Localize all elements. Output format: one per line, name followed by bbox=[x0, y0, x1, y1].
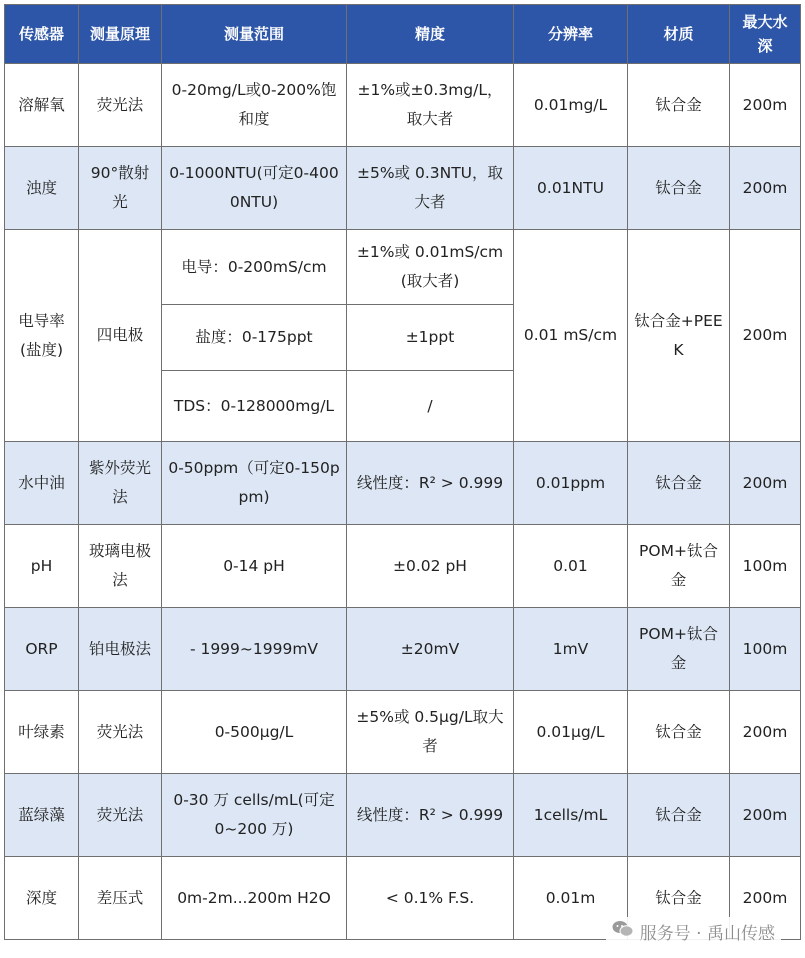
cell-accuracy: ±5%或 0.3NTU，取大者 bbox=[347, 147, 514, 230]
cell-max-depth: 200m bbox=[730, 442, 801, 525]
cell-sensor: 浊度 bbox=[5, 147, 79, 230]
cell-range: 0-14 pH bbox=[162, 525, 347, 608]
cell-material: 钛合金+PEEK bbox=[628, 230, 730, 442]
cell-sensor: pH bbox=[5, 525, 79, 608]
cell-max-depth: 200m bbox=[730, 64, 801, 147]
cell-range: 0-20mg/L或0-200%饱和度 bbox=[162, 64, 347, 147]
cell-max-depth: 200m bbox=[730, 857, 801, 940]
cell-range: - 1999~1999mV bbox=[162, 608, 347, 691]
cell-sensor: 水中油 bbox=[5, 442, 79, 525]
cell-accuracy: ±1ppt bbox=[347, 305, 514, 371]
cell-max-depth: 100m bbox=[730, 608, 801, 691]
cell-principle: 90°散射光 bbox=[79, 147, 162, 230]
cell-material: 钛合金 bbox=[628, 64, 730, 147]
watermark bbox=[606, 917, 781, 946]
header-max-depth: 最大水深 bbox=[730, 5, 801, 64]
cell-accuracy: ±1%或±0.3mg/L，取大者 bbox=[347, 64, 514, 147]
header-accuracy: 精度 bbox=[347, 5, 514, 64]
table-row bbox=[5, 147, 801, 230]
watermark-text: 服务号 · 禹山传感 bbox=[639, 924, 775, 944]
cell-resolution: 1mV bbox=[514, 608, 628, 691]
cell-material: 钛合金 bbox=[628, 857, 730, 940]
table-row bbox=[5, 64, 801, 147]
cell-resolution: 1cells/mL bbox=[514, 774, 628, 857]
header-principle: 测量原理 bbox=[79, 5, 162, 64]
cell-resolution: 0.01ppm bbox=[514, 442, 628, 525]
cell-range: 0-30 万 cells/mL(可定 0~200 万) bbox=[162, 774, 347, 857]
table-row bbox=[5, 774, 801, 857]
cell-sensor: ORP bbox=[5, 608, 79, 691]
header-resolution: 分辨率 bbox=[514, 5, 628, 64]
table-row bbox=[5, 608, 801, 691]
cell-material: 钛合金 bbox=[628, 774, 730, 857]
table-row bbox=[5, 525, 801, 608]
cell-accuracy: < 0.1% F.S. bbox=[347, 857, 514, 940]
cell-resolution: 0.01mg/L bbox=[514, 64, 628, 147]
header-range: 测量范围 bbox=[162, 5, 347, 64]
cell-accuracy: ±0.02 pH bbox=[347, 525, 514, 608]
cell-max-depth: 200m bbox=[730, 691, 801, 774]
cell-max-depth: 200m bbox=[730, 147, 801, 230]
cell-sensor: 溶解氧 bbox=[5, 64, 79, 147]
cell-sensor: 叶绿素 bbox=[5, 691, 79, 774]
chat-bubble-icon bbox=[612, 920, 634, 938]
cell-accuracy: 线性度：R² > 0.999 bbox=[347, 442, 514, 525]
header-sensor: 传感器 bbox=[5, 5, 79, 64]
cell-range: 0m-2m...200m H2O bbox=[162, 857, 347, 940]
cell-sensor: 蓝绿藻 bbox=[5, 774, 79, 857]
cell-range: 电导：0-200mS/cm bbox=[162, 230, 347, 305]
table-header-row bbox=[5, 5, 801, 64]
cell-principle: 四电极 bbox=[79, 230, 162, 442]
sensor-spec-table bbox=[4, 4, 801, 940]
cell-resolution: 0.01m bbox=[514, 857, 628, 940]
cell-resolution: 0.01 bbox=[514, 525, 628, 608]
cell-principle: 荧光法 bbox=[79, 64, 162, 147]
cell-accuracy: 线性度：R² > 0.999 bbox=[347, 774, 514, 857]
cell-range: 0-500μg/L bbox=[162, 691, 347, 774]
cell-principle: 玻璃电极法 bbox=[79, 525, 162, 608]
cell-accuracy: ±5%或 0.5μg/L取大者 bbox=[347, 691, 514, 774]
cell-range: TDS：0-128000mg/L bbox=[162, 371, 347, 442]
cell-sensor: 电导率(盐度) bbox=[5, 230, 79, 442]
cell-resolution: 0.01 mS/cm bbox=[514, 230, 628, 442]
cell-sensor: 深度 bbox=[5, 857, 79, 940]
cell-range: 0-1000NTU(可定0-4000NTU) bbox=[162, 147, 347, 230]
cell-range: 0-50ppm（可定0-150ppm) bbox=[162, 442, 347, 525]
cell-material: 钛合金 bbox=[628, 691, 730, 774]
cell-material: 钛合金 bbox=[628, 442, 730, 525]
table-row bbox=[5, 691, 801, 774]
cell-material: POM+钛合金 bbox=[628, 608, 730, 691]
cell-material: POM+钛合金 bbox=[628, 525, 730, 608]
cell-max-depth: 200m bbox=[730, 230, 801, 442]
cell-range: 盐度：0-175ppt bbox=[162, 305, 347, 371]
cell-principle: 差压式 bbox=[79, 857, 162, 940]
table-row bbox=[5, 442, 801, 525]
cell-max-depth: 100m bbox=[730, 525, 801, 608]
table-row bbox=[5, 230, 801, 305]
cell-accuracy: / bbox=[347, 371, 514, 442]
header-material: 材质 bbox=[628, 5, 730, 64]
cell-resolution: 0.01NTU bbox=[514, 147, 628, 230]
cell-accuracy: ±20mV bbox=[347, 608, 514, 691]
cell-principle: 铂电极法 bbox=[79, 608, 162, 691]
cell-principle: 荧光法 bbox=[79, 774, 162, 857]
cell-material: 钛合金 bbox=[628, 147, 730, 230]
cell-max-depth: 200m bbox=[730, 774, 801, 857]
cell-principle: 紫外荧光法 bbox=[79, 442, 162, 525]
cell-principle: 荧光法 bbox=[79, 691, 162, 774]
cell-accuracy: ±1%或 0.01mS/cm(取大者) bbox=[347, 230, 514, 305]
cell-resolution: 0.01μg/L bbox=[514, 691, 628, 774]
